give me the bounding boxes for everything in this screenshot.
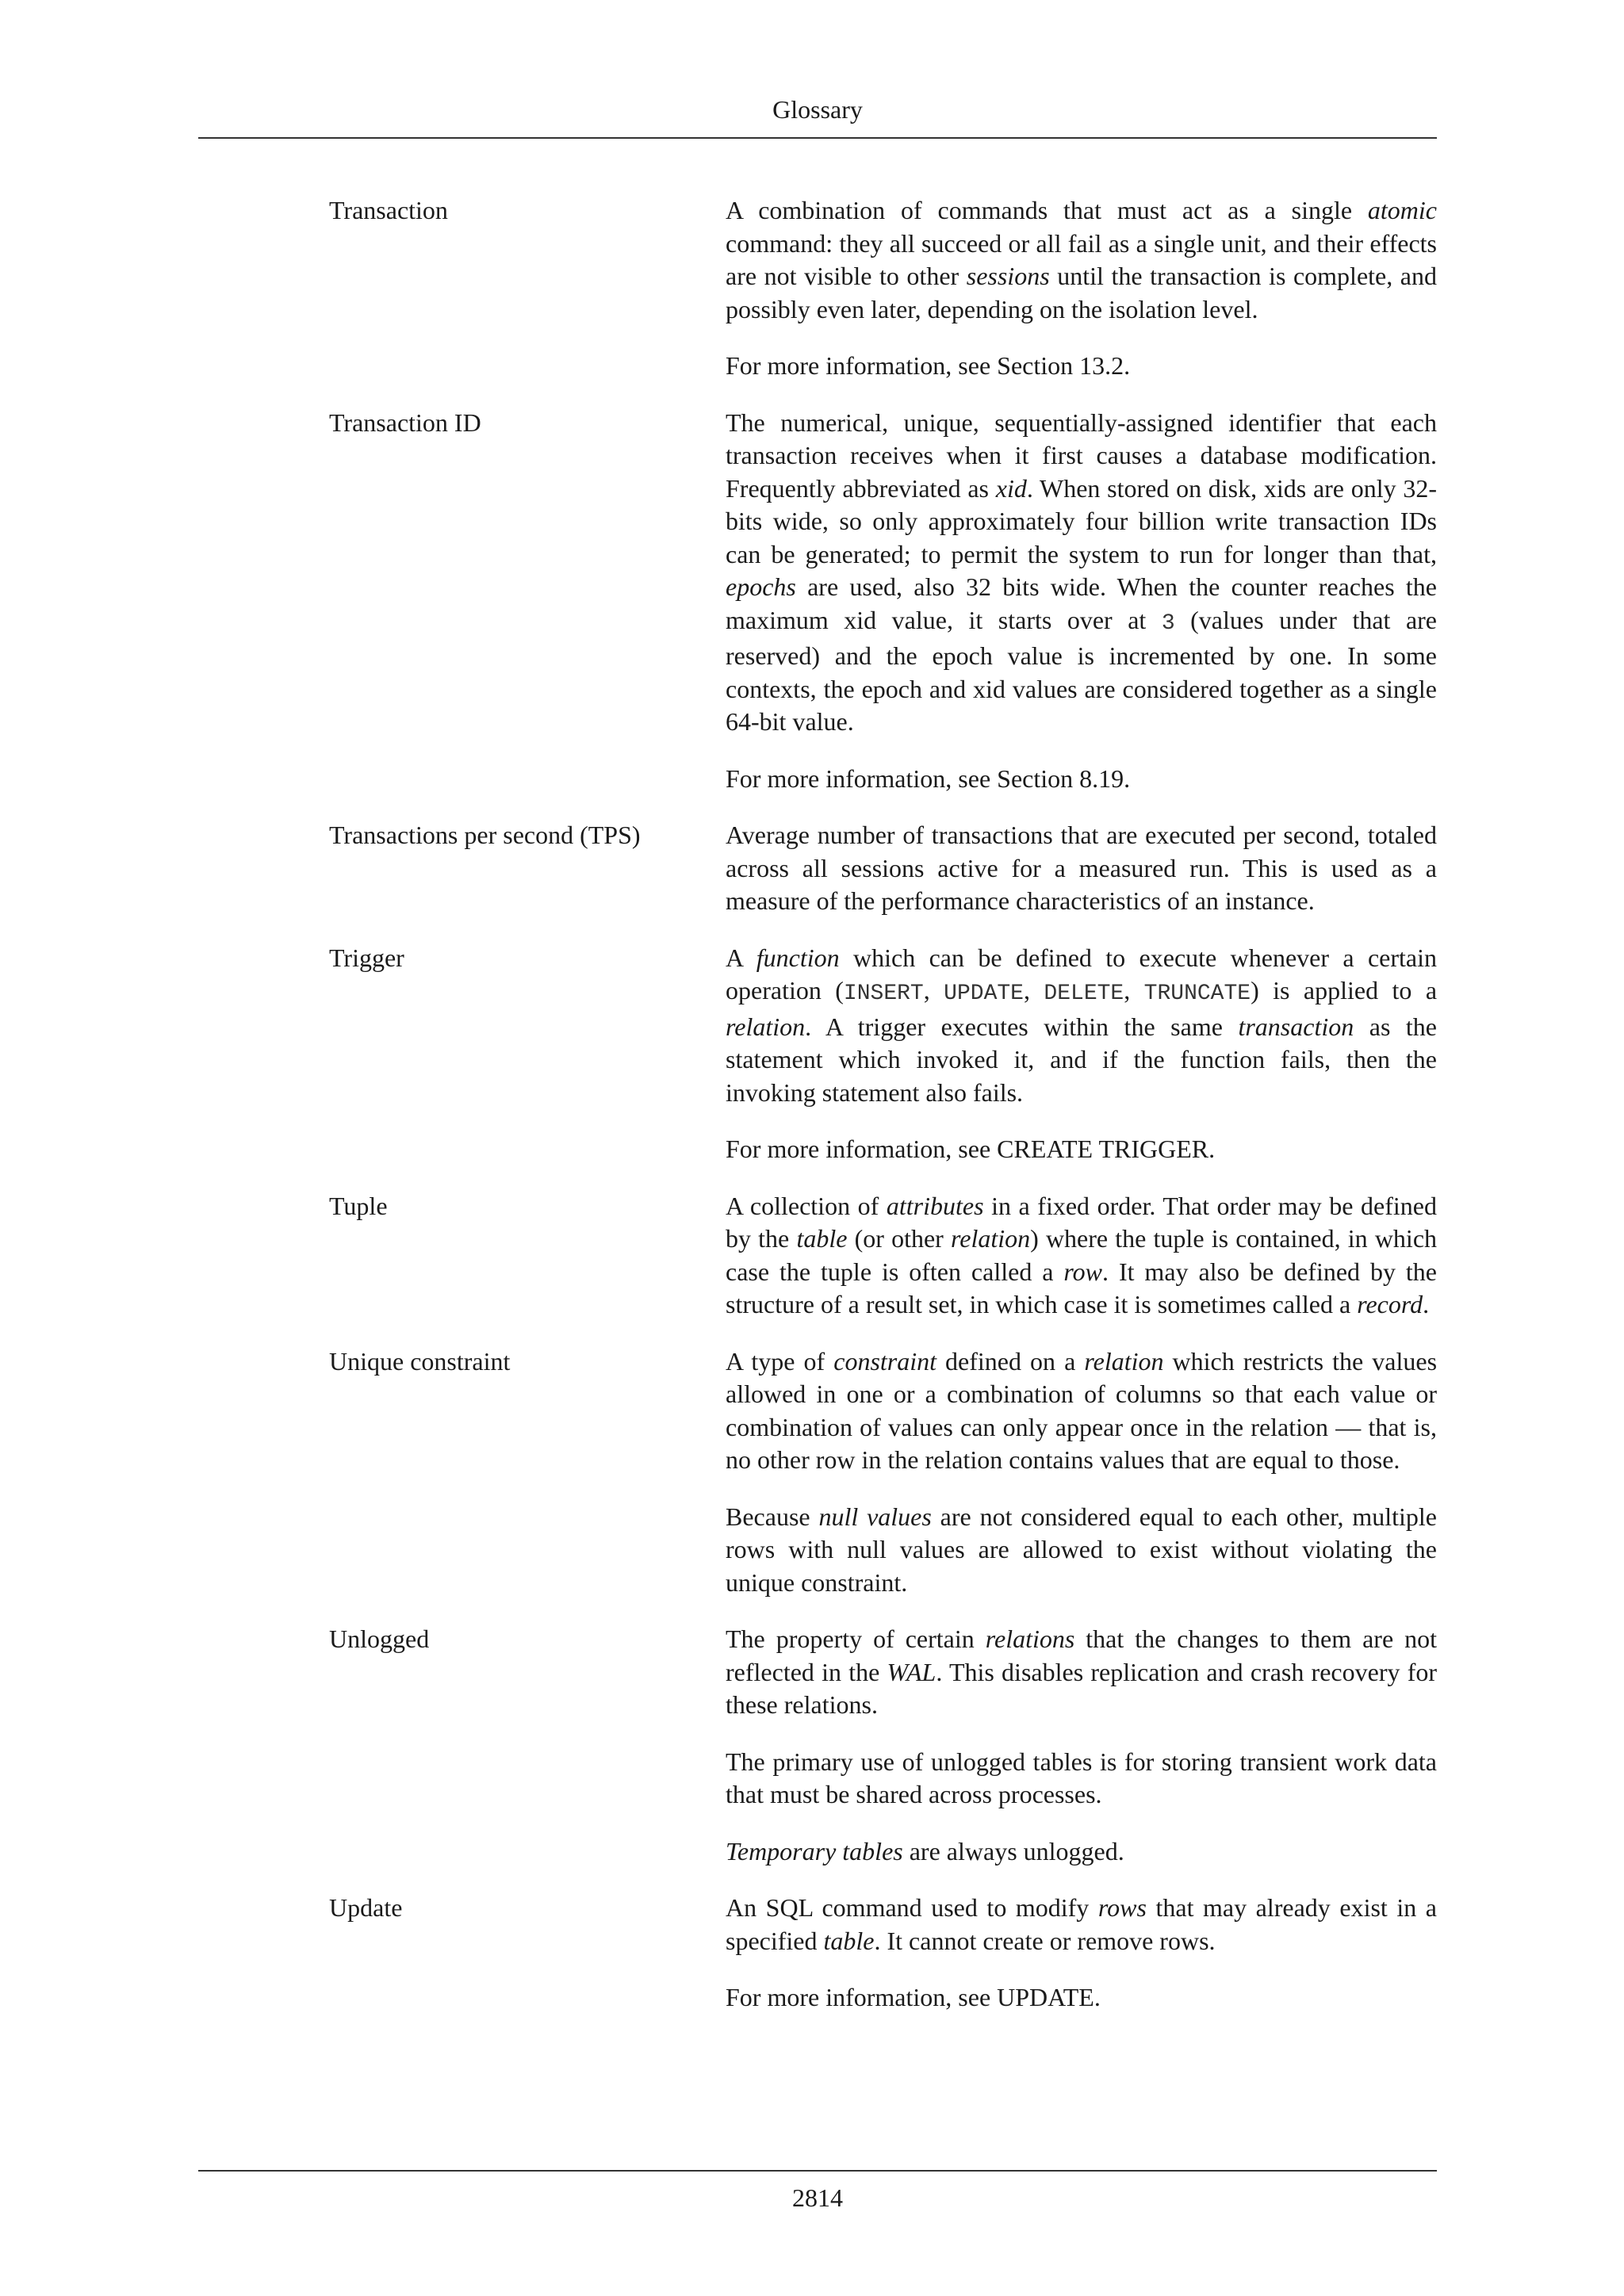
glossary-term-reference: WAL xyxy=(887,1657,936,1686)
glossary-entry xyxy=(329,407,1437,796)
glossary-term-reference: table xyxy=(823,1926,875,1955)
glossary-term-reference: function xyxy=(756,943,840,972)
definition-text: in a fixed order. That order may be defined by the xyxy=(726,1191,1438,1253)
glossary-definition xyxy=(726,1190,1437,1322)
definition-text: . When stored on disk, xids are only 32-bits wide, so only approximately four billion write transaction IDs can be generated; to permit the system to run for longer than that, xyxy=(726,473,1438,568)
definition-text: that may already exist in a specified xyxy=(726,1893,1438,1955)
definition-paragraph xyxy=(726,407,1437,739)
glossary-term-reference: relation xyxy=(950,1224,1031,1253)
definition-text: ) where the tuple is contained, in which case the tuple is often called a xyxy=(726,1224,1438,1286)
definition-text: For more information, see xyxy=(726,763,998,793)
definition-text: . xyxy=(1094,1983,1101,2011)
code-literal: INSERT xyxy=(843,982,924,1006)
definition-text: . This disables replication and crash recovery for these relations. xyxy=(726,1657,1438,1719)
glossary-entry xyxy=(329,819,1437,918)
glossary-entry xyxy=(329,942,1437,1166)
glossary-term-reference: attributes xyxy=(886,1191,984,1220)
definition-text: are not considered equal to each other, multiple rows with null values are allowed to exist without violating the unique constraint. xyxy=(726,1502,1438,1597)
glossary-term-reference: record xyxy=(1357,1290,1423,1318)
code-literal: TRUNCATE xyxy=(1143,982,1251,1006)
definition-paragraph xyxy=(726,1190,1437,1322)
footer-rule xyxy=(198,2170,1437,2172)
definition-text: , xyxy=(1124,976,1144,1004)
glossary-entry xyxy=(329,1623,1437,1868)
definition-text: . xyxy=(1208,1135,1216,1163)
definition-text: ) is applied to a xyxy=(1251,976,1438,1004)
glossary-entry xyxy=(329,1190,1437,1322)
glossary-term-reference: constraint xyxy=(833,1346,937,1376)
glossary-term-reference: epochs xyxy=(726,572,796,601)
definition-text: , xyxy=(923,976,944,1004)
definition-text: The property of certain xyxy=(726,1624,986,1653)
glossary-term-reference: sessions xyxy=(966,262,1050,290)
glossary-entries xyxy=(329,194,1437,2038)
definition-text: A xyxy=(726,943,756,972)
definition-text: are used, also 32 bits wide. When the counter reaches the maximum xid value, it starts over at xyxy=(726,572,1437,634)
code-literal: DELETE xyxy=(1044,982,1124,1006)
glossary-term-reference: atomic xyxy=(1367,196,1437,224)
glossary-term-reference: relations xyxy=(985,1624,1075,1653)
definition-paragraph xyxy=(726,1133,1437,1166)
definition-paragraph xyxy=(726,1623,1437,1722)
definition-text: For more information, see xyxy=(726,1135,998,1163)
definition-text: . xyxy=(1423,1290,1430,1318)
glossary-term-reference: rows xyxy=(1097,1893,1147,1922)
glossary-term-reference: relation xyxy=(726,1012,806,1041)
definition-text: (values under that are reserved) and the epoch value is incremented by one. In some contexts, the epoch and xid values are considered together as a single 64-bit value. xyxy=(726,605,1438,736)
definition-text: . xyxy=(1124,763,1131,793)
definition-text: as the statement which invoked it, and if the function fails, then the invoking statement also fails. xyxy=(726,1012,1438,1107)
definition-text: The numerical, unique, sequentially-assigned identifier that each transaction receives when it first causes a database modification. Frequently abbreviated as xyxy=(726,408,1437,503)
definition-text: . It cannot create or remove rows. xyxy=(874,1926,1216,1955)
glossary-definition xyxy=(726,194,1437,383)
glossary-term-reference: transaction xyxy=(1238,1012,1354,1041)
definition-paragraph xyxy=(726,1746,1437,1812)
definition-text: command: they all succeed or all fail as a single unit, and their effects are not visible to other xyxy=(726,228,1437,290)
definition-text: (or other xyxy=(847,1224,951,1253)
glossary-definition xyxy=(726,407,1437,796)
definition-text: , xyxy=(1024,976,1044,1004)
definition-text: A combination of commands that must act as a single xyxy=(726,196,1368,224)
glossary-definition xyxy=(726,819,1437,918)
glossary-term-reference: row xyxy=(1063,1257,1102,1286)
glossary-definition xyxy=(726,1345,1437,1600)
definition-text: An SQL command used to modify xyxy=(726,1893,1098,1922)
definition-text: are always unlogged. xyxy=(902,1836,1124,1866)
glossary-term-reference: table xyxy=(796,1224,848,1253)
glossary-term: Trigger xyxy=(329,943,404,972)
header-rule xyxy=(198,137,1437,139)
definition-text: . It may also be defined by the structure of a result set, in which case it is sometimes called a xyxy=(726,1257,1437,1318)
glossary-term: Unlogged xyxy=(329,1624,430,1653)
glossary-term: Transaction ID xyxy=(329,408,481,437)
glossary-entry xyxy=(329,1345,1437,1600)
glossary-definition xyxy=(726,1623,1437,1868)
definition-text: For more information, see xyxy=(726,1983,998,2011)
definition-text: until the transaction is complete, and possibly even later, depending on the isolation level. xyxy=(726,262,1437,323)
definition-text: which restricts the values allowed in one or a combination of columns so that each value or combination of values can only appear once in the relation — that is, no other row in the relation contains values that are equal to those. xyxy=(726,1346,1438,1474)
definition-text: Because xyxy=(726,1502,819,1531)
cross-reference-link[interactable]: CREATE TRIGGER xyxy=(997,1135,1209,1163)
definition-text: Average number of transactions that are executed per second, totaled across all sessions active for a measured run. This is used as a measure of the performance characteristics of an instance. xyxy=(726,821,1437,915)
cross-reference-link[interactable]: UPDATE xyxy=(997,1983,1094,2011)
glossary-term: Transactions per second (TPS) xyxy=(329,821,641,849)
definition-text: A collection of xyxy=(726,1191,887,1220)
glossary-term-reference: xid xyxy=(995,473,1027,503)
glossary-term: Update xyxy=(329,1893,403,1922)
definition-paragraph xyxy=(726,1892,1437,1957)
glossary-term: Tuple xyxy=(329,1191,388,1220)
definition-text: The primary use of unlogged tables is for storing transient work data that must be shared across processes. xyxy=(726,1747,1437,1808)
page-number: 2814 xyxy=(792,2183,843,2212)
definition-paragraph xyxy=(726,1835,1437,1869)
definition-paragraph xyxy=(726,942,1437,1110)
cross-reference-link[interactable]: Section 8.19 xyxy=(997,763,1124,793)
definition-paragraph xyxy=(726,819,1437,918)
definition-paragraph xyxy=(726,1981,1437,2015)
cross-reference-link[interactable]: Section 13.2 xyxy=(997,351,1124,380)
glossary-term-reference: Temporary tables xyxy=(726,1836,903,1866)
definition-paragraph xyxy=(726,1501,1437,1600)
definition-paragraph xyxy=(726,194,1437,326)
definition-text: A type of xyxy=(726,1346,834,1376)
glossary-term: Transaction xyxy=(329,196,448,224)
definition-paragraph xyxy=(726,1345,1437,1477)
glossary-term-reference: relation xyxy=(1084,1346,1164,1376)
definition-text: that the changes to them are not reflected in the xyxy=(726,1624,1438,1686)
glossary-term-reference: null values xyxy=(818,1502,932,1531)
glossary-entry xyxy=(329,1892,1437,2015)
definition-text: . A trigger executes within the same xyxy=(805,1012,1239,1041)
page-header-title: Glossary xyxy=(772,95,863,124)
definition-text: For more information, see xyxy=(726,351,998,380)
glossary-definition xyxy=(726,1892,1437,2015)
definition-paragraph xyxy=(726,350,1437,383)
code-literal: UPDATE xyxy=(944,982,1024,1006)
definition-paragraph xyxy=(726,763,1437,796)
definition-text: which can be defined to execute whenever a certain operation ( xyxy=(726,943,1438,1004)
glossary-definition xyxy=(726,942,1437,1166)
glossary-term: Unique constraint xyxy=(329,1346,511,1376)
definition-text: defined on a xyxy=(936,1346,1085,1376)
glossary-entry xyxy=(329,194,1437,383)
code-literal: 3 xyxy=(1161,610,1175,636)
definition-text: . xyxy=(1124,351,1131,380)
